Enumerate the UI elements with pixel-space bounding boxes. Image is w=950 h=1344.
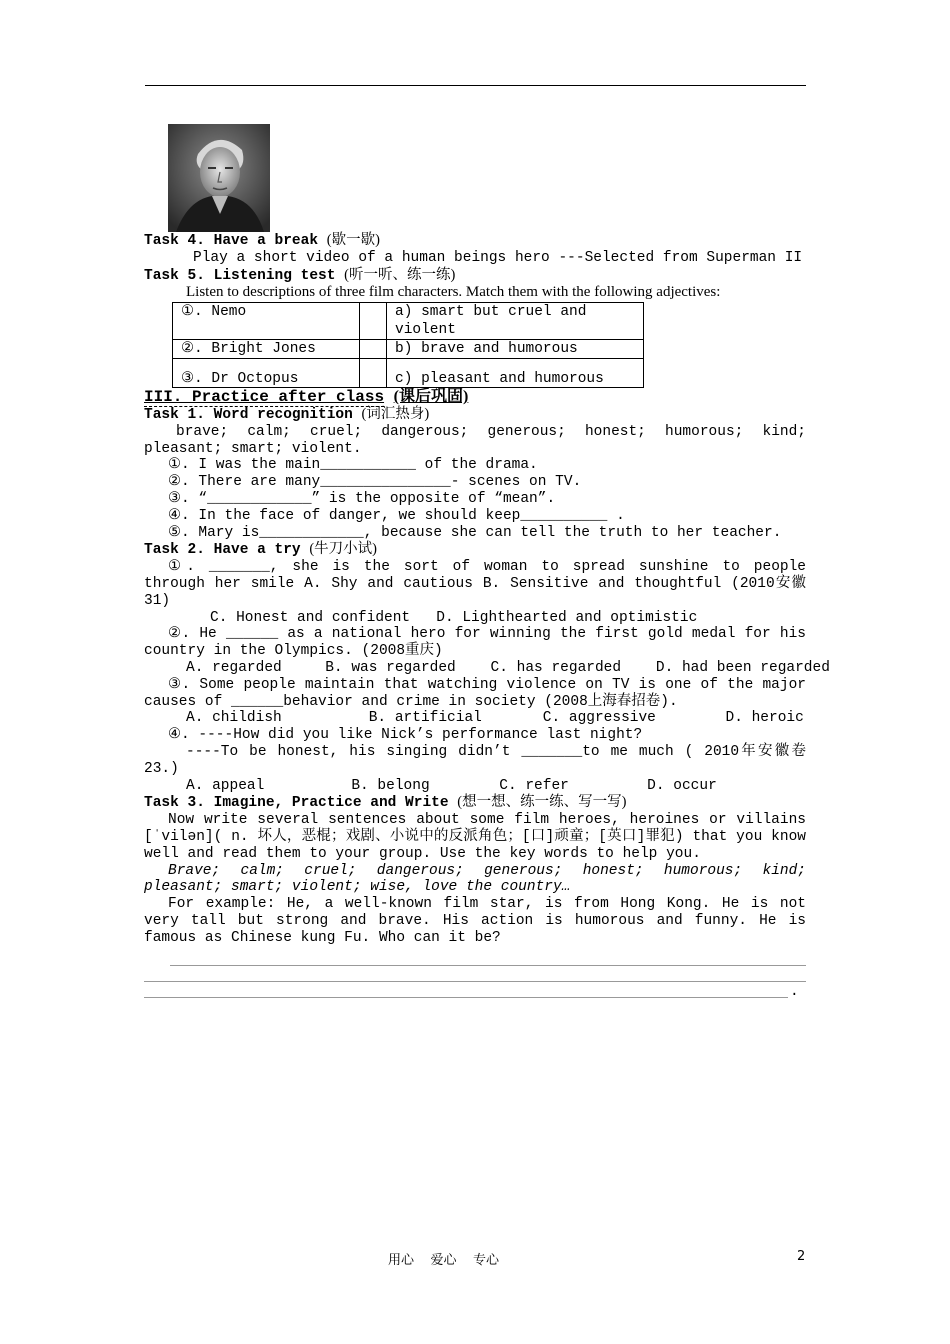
fill-blank-item: ⑤. Mary is____________, because she can tell the truth to her teacher. (168, 524, 782, 541)
answer-line[interactable] (144, 966, 806, 982)
matching-row (173, 340, 644, 359)
writing-example: For example: He, a well-known film star, is from Hong Kong. He is not very tall but strong and brave. His action is humorous and funny. He is famous as Chinese kung Fu. Who can it be? (144, 896, 806, 946)
header-rule (145, 85, 806, 86)
matching-row (173, 359, 644, 388)
task4-heading: Task 4. Have a break (歇一歇) (144, 232, 380, 249)
word-list: brave; calm; cruel; dangerous; generous; honest; humorous; kind; pleasant; smart; violent. (144, 423, 806, 457)
writing-instruction: Now write several sentences about some film heroes, heroines or villains [ˈvilən]( n. 坏人，恶棍；戏剧、小说中的反派角色；[口]顽童；[英口]罪犯) that you know well and read them to your group. Use the key words to help you. (144, 812, 806, 862)
answer-cell[interactable] (360, 340, 387, 359)
question-2: ②. He ______ as a national hero for winning the first gold medal for his country in the Olympics. (2008重庆) (144, 626, 806, 660)
matching-row (173, 303, 644, 340)
fill-blank-item: ④. In the face of danger, we should keep__________ . (168, 507, 625, 524)
actor-photo (168, 124, 270, 232)
character-name: ③. Dr Octopus (173, 359, 360, 388)
answer-line[interactable] (144, 982, 788, 998)
end-mark: . (790, 984, 799, 1001)
question-1: ①. _______, she is the sort of woman to spread sunshine to people through her smile A. Shy and cautious B. Sensitive and thoughtful (2010安徽31) (144, 559, 806, 609)
question-1-options: C. Honest and confident D. Lighthearted and optimistic (210, 609, 698, 626)
fill-blank-item: ②. There are many_______________- scenes on TV. (168, 474, 582, 491)
matching-table (172, 302, 644, 388)
question-2-options: A. regarded B. was regarded C. has regarded D. had been regarded (186, 659, 830, 676)
page-content (144, 232, 830, 1001)
adjective-option: c) pleasant and humorous (387, 359, 644, 388)
answer-line[interactable] (170, 950, 806, 966)
character-name: ②. Bright Jones (173, 340, 360, 359)
question-3: ③. Some people maintain that watching violence on TV is one of the major causes of ______behavior and crime in society (2008上海春招卷). (144, 676, 806, 710)
fill-blank-item: ①. I was the main___________ of the drama. (168, 457, 538, 474)
answer-cell[interactable] (360, 303, 387, 340)
section-title: III. Practice after class (课后巩固) (144, 388, 469, 407)
page-number: 2 (797, 1249, 806, 1264)
answer-cell[interactable] (360, 359, 387, 388)
footer-motto: 用心 爱心 专心 (388, 1253, 500, 1268)
writing-task-heading: Task 3. Imagine, Practice and Write (想一想、练一练、写一写) (144, 794, 627, 812)
question-4-response: ----To be honest, his singing didn’t _______to me much ( 2010年安徽卷 23.) (144, 743, 806, 777)
fill-blank-item: ③. “____________” is the opposite of “mean”. (168, 490, 556, 507)
key-words: Brave; calm; cruel; dangerous; generous; honest; humorous; kind; pleasant; smart; violent; wise, love the country… (144, 862, 806, 896)
character-name: ①. Nemo (173, 303, 360, 340)
task5-heading: Task 5. Listening test (听一听、练一练) (144, 266, 456, 284)
question-4: ④. ----How did you like Nick’s performance last night? (168, 727, 643, 744)
question-4-options: A. appeal B. belong C. refer D. occur (186, 777, 717, 794)
adjective-option: a) smart but cruel and violent (387, 303, 644, 340)
word-recognition-heading: Task 1. Word recognition (词汇热身) (144, 405, 430, 423)
question-3-options: A. childish B. artificial C. aggressive D. heroic (186, 710, 804, 727)
have-a-try-heading: Task 2. Have a try (牛刀小试) (144, 541, 378, 559)
task4-description: Play a short video of a human beings hero ---Selected from Superman II (193, 249, 803, 266)
answer-line-last (144, 982, 806, 1001)
adjective-option: b) brave and humorous (387, 340, 644, 359)
task5-instruction: Listen to descriptions of three film characters. Match them with the following adjectives: (186, 284, 721, 301)
